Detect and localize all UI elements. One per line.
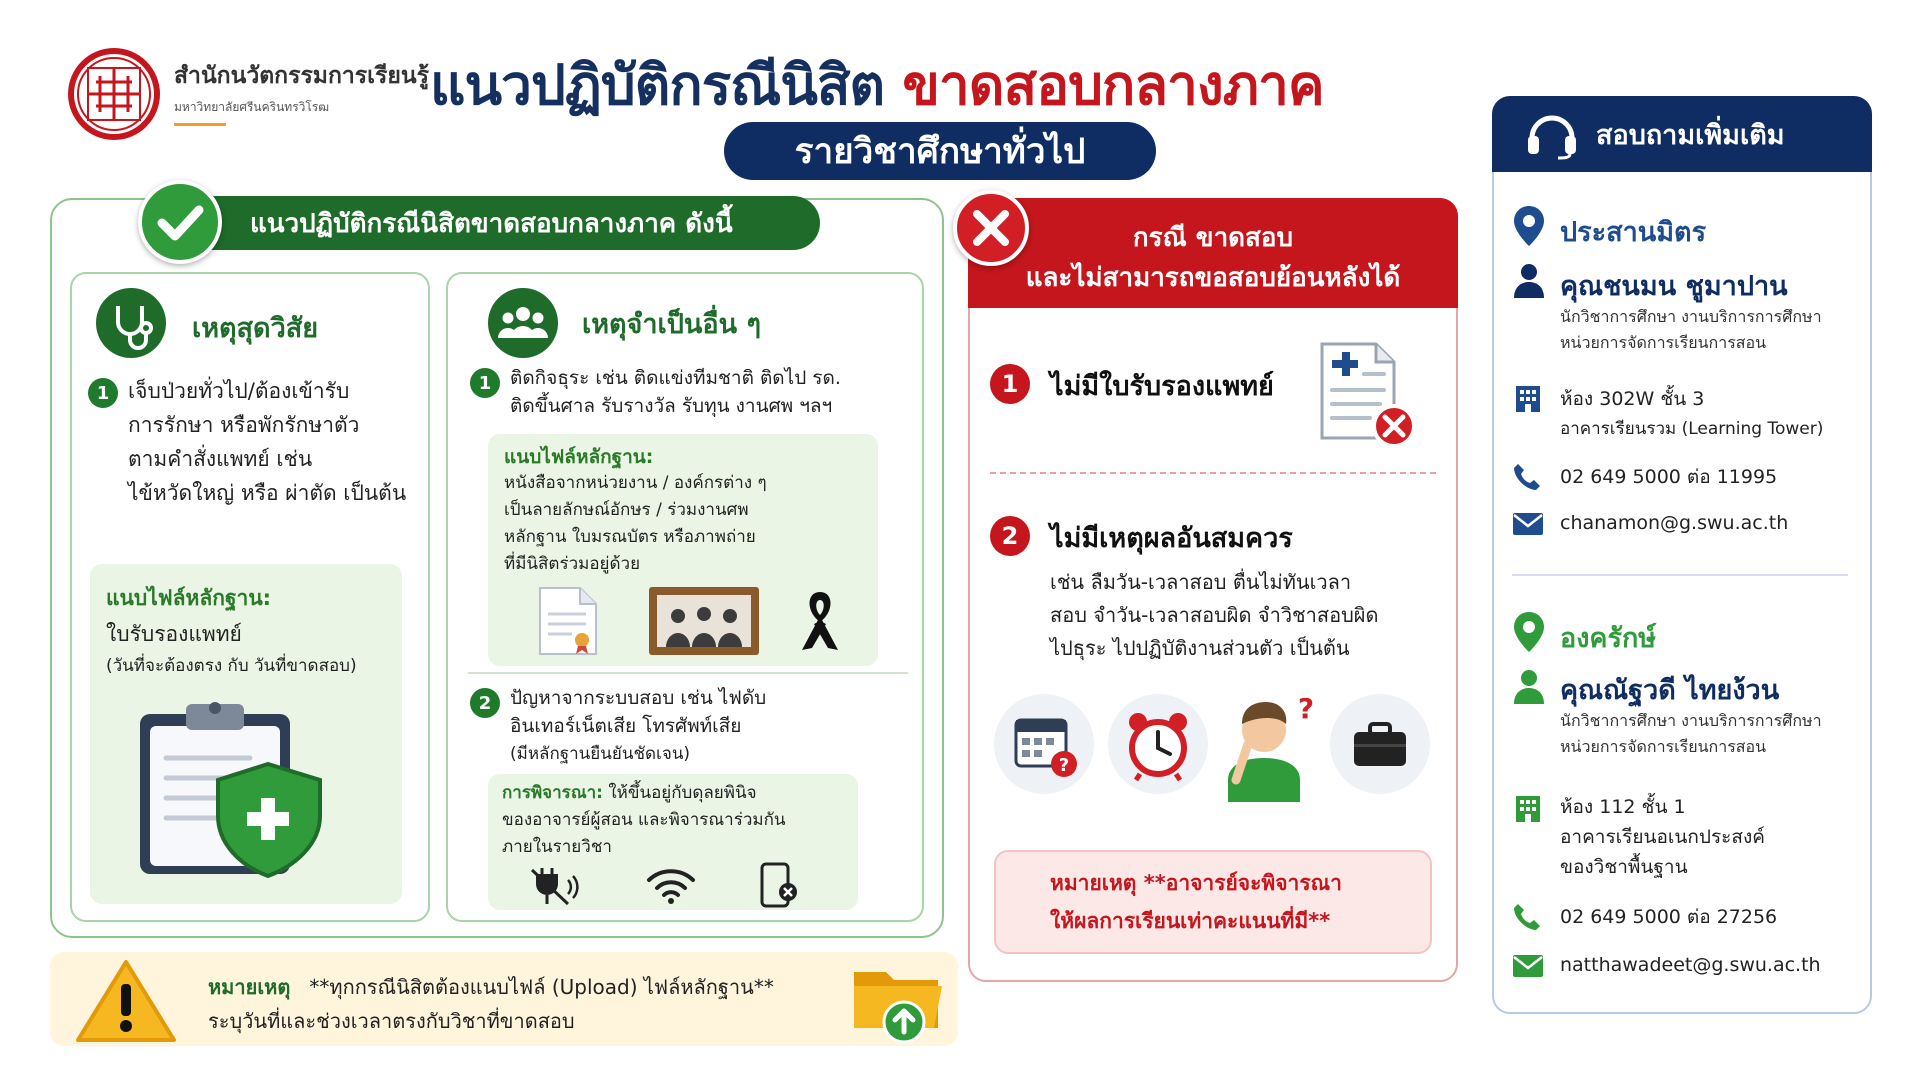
clipboard-shield-icon [130, 694, 330, 888]
evidence-label: แนบไฟล์หลักฐาน: [106, 586, 272, 610]
page-subtitle: รายวิชาศึกษาทั่วไป [724, 122, 1156, 180]
campus2-person: คุณณัฐวดี ไทยง้วน [1560, 675, 1780, 706]
absence-item2-detail: เช่น ลืมวัน-เวลาสอบ ตื่นไม่ทันเวลา สอบ จำวัน-เวลาสอบผิด จำวิชาสอบผิด ไปธุระ ไปปฏิบัติงานส่วนตัว เป็นต้น [1050, 570, 1379, 660]
campus1-phone: 02 649 5000 ต่อ 11995 [1560, 466, 1778, 488]
photo-frame-icon [648, 586, 760, 660]
other-evidence-box [488, 434, 878, 666]
mourning-ribbon-icon [798, 588, 842, 658]
other-necessity-card [446, 272, 924, 922]
briefcase-icon [1330, 694, 1430, 794]
stethoscope-icon [96, 288, 166, 358]
svg-text:?: ? [1297, 692, 1315, 725]
force-majeure-title: เหตุสุดวิสัย [192, 313, 319, 344]
guidelines-banner: แนวปฏิบัติกรณีนิสิตขาดสอบกลางภาค ดังนี้ [190, 196, 820, 250]
alarm-clock-icon [1108, 694, 1208, 794]
consideration-text: การพิจารณา: ให้ขึ้นอยู่กับดุลยพินิจ ของอาจารย์ผู้สอน และพิจารณาร่วมกัน ภายในรายวิชา [502, 783, 786, 857]
warning-icon [74, 958, 178, 1048]
building-icon [1512, 382, 1544, 418]
number-badge: 2 [470, 688, 500, 718]
title-part1: แนวปฏิบัติกรณีนิสิต [430, 53, 885, 117]
dashed-divider [990, 472, 1436, 474]
number-badge-red: 1 [990, 364, 1030, 404]
svg-text:?: ? [1058, 755, 1070, 776]
campus2-email[interactable]: natthawadeet@g.swu.ac.th [1560, 954, 1821, 976]
other-evidence-label: แนบไฟล์หลักฐาน: [504, 446, 654, 468]
absence-note: หมายเหตุ **อาจารย์จะพิจารณา ให้ผลการเรียนเท่าคะแนนที่มี** [994, 850, 1432, 954]
upload-note-banner [50, 952, 958, 1046]
force-majeure-evidence-box [90, 564, 402, 904]
absence-case-header: กรณี ขาดสอบ และไม่สามารถขอสอบย้อนหลังได้ [968, 198, 1458, 308]
email-icon [1512, 954, 1544, 982]
campus1-location: ห้อง 302W ชั้น 3 อาคารเรียนรวม (Learning Tower) [1560, 388, 1824, 439]
force-majeure-item1: เจ็บป่วยทั่วไป/ต้องเข้ารับ การรักษา หรือพักรักษาตัว ตามคำสั่งแพทย์ เช่น ไข้หวัดใหญ่ หรือ ผ่าตัด เป็นต้น [128, 379, 407, 505]
title-part2: ขาดสอบกลางภาค [902, 53, 1324, 117]
evidence-value: ใบรับรองแพทย์ [106, 622, 242, 646]
email-icon [1512, 512, 1544, 540]
absence-item1: ไม่มีใบรับรองแพทย์ [1050, 371, 1274, 402]
campus1-name: ประสานมิตร [1560, 217, 1707, 248]
divider [468, 672, 908, 674]
campus1-position: นักวิชาการศึกษา งานบริการการศึกษา หน่วยการจัดการเรียนการสอน [1560, 307, 1822, 352]
building-icon [1512, 792, 1544, 828]
page-title [430, 42, 1324, 129]
person-icon [1512, 668, 1546, 708]
university-logo [66, 46, 162, 142]
person-icon [1512, 262, 1546, 302]
campus2-name: องครักษ์ [1560, 623, 1657, 654]
campus2-phone: 02 649 5000 ต่อ 27256 [1560, 906, 1778, 928]
org-block [174, 58, 429, 126]
evidence-note: (วันที่จะต้องตรง กับ วันที่ขาดสอบ) [106, 656, 357, 676]
upload-note-text: หมายเหตุ **ทุกกรณีนิสิตต้องแนบไฟล์ (Upload) ไฟล์หลักฐาน** ระบุวันที่และช่วงเวลาตรงกับวิชาที่ขาดสอบ [208, 975, 774, 1033]
group-icon [488, 288, 558, 358]
campus2-position: นักวิชาการศึกษา งานบริการการศึกษา หน่วยการจัดการเรียนการสอน [1560, 711, 1822, 756]
consideration-box [488, 774, 858, 910]
other-evidence-text: หนังสือจากหน่วยงาน / องค์กรต่าง ๆ เป็นลายลักษณ์อักษร / ร่วมงานศพ หลักฐาน ใบมรณบัตร หรือภาพถ่าย ที่มีนิสิตร่วมอยู่ด้วย [504, 473, 767, 574]
campus2-location: ห้อง 112 ชั้น 1 อาคารเรียนอเนกประสงค์ ของวิชาพื้นฐาน [1560, 796, 1765, 878]
number-badge-red: 2 [990, 516, 1030, 556]
close-x-icon [953, 190, 1029, 266]
other-necessity-title: เหตุจำเป็นอื่น ๆ [582, 309, 761, 340]
folder-upload-icon [850, 956, 948, 1048]
wifi-icon [646, 868, 696, 908]
power-outage-icon [528, 866, 580, 910]
phone-icon [1512, 462, 1542, 496]
other-necessity-item1: ติดกิจธุระ เช่น ติดแข่งทีมชาติ ติดไป รด. ติดขึ้นศาล รับรางวัล รับทุน งานศพ ฯลฯ [510, 367, 841, 417]
broken-phone-icon [758, 862, 802, 912]
force-majeure-card [70, 272, 430, 922]
phone-icon [1512, 902, 1542, 936]
contact-header: สอบถามเพิ่มเติม [1492, 96, 1872, 172]
number-badge: 1 [88, 378, 118, 408]
campus1-person: คุณชนมน ชูมาปาน [1560, 271, 1788, 302]
confused-person-icon [1214, 684, 1324, 806]
number-badge: 1 [470, 368, 500, 398]
certificate-icon [536, 586, 600, 660]
org-name: สำนักนวัตกรรมการเรียนรู้ [174, 63, 429, 89]
location-pin-icon [1512, 204, 1546, 252]
calendar-question-icon [994, 694, 1094, 794]
contact-divider [1512, 574, 1848, 576]
location-pin-icon [1512, 610, 1546, 658]
other-necessity-item2: ปัญหาจากระบบสอบ เช่น ไฟดับ อินเทอร์เน็ตเสีย โทรศัพท์เสีย (มีหลักฐานยืนยันชัดเจน) [510, 687, 767, 764]
org-accent-bar [174, 123, 226, 126]
headset-icon [1524, 110, 1580, 164]
university-name: มหาวิทยาลัยศรีนครินทรวิโรฒ [174, 100, 330, 114]
absence-item2: ไม่มีเหตุผลอันสมควร [1050, 523, 1293, 554]
medical-form-rejected-icon [1314, 330, 1424, 454]
campus1-email[interactable]: chanamon@g.swu.ac.th [1560, 512, 1789, 534]
check-icon [138, 180, 222, 264]
